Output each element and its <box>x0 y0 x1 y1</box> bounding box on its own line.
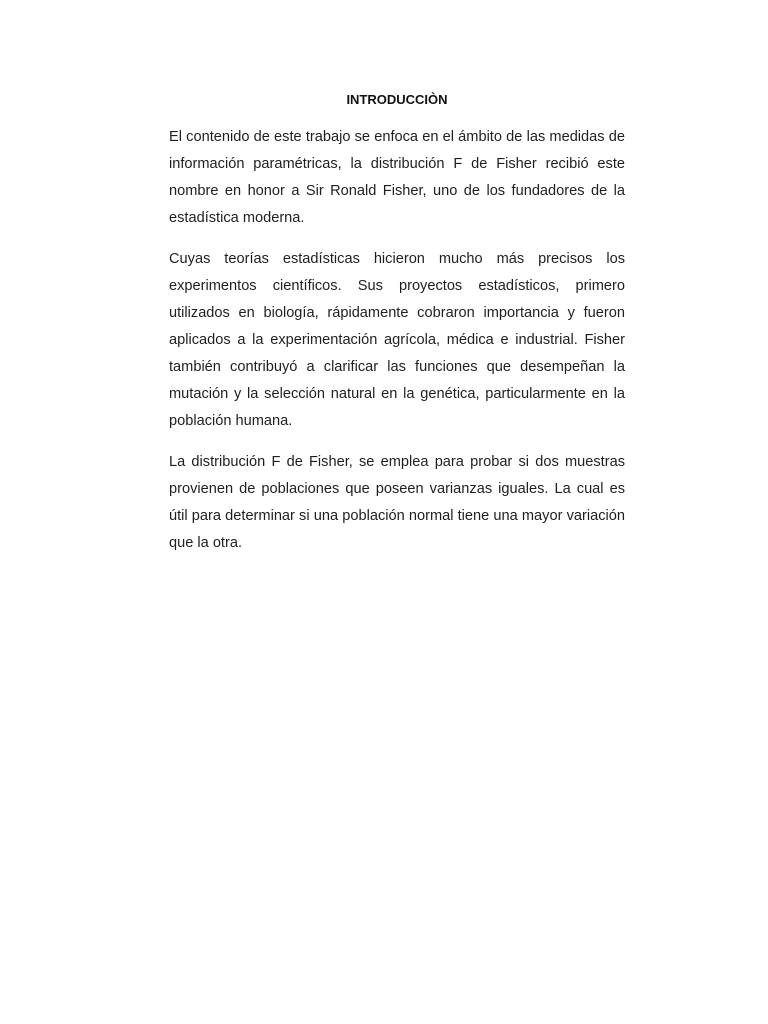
document-title: INTRODUCCIÒN <box>346 92 448 107</box>
paragraph-f-distribution: La distribución F de Fisher, se emplea para probar si dos muestras provienen de poblaciones que poseen varianzas iguales. La cual es útil para determinar si una población normal tiene una mayor variación que la otra. <box>169 454 625 551</box>
paragraph-intro: El contenido de este trabajo se enfoca en el ámbito de las medidas de información paramétricas, la distribución F de Fisher recibió este nombre en honor a Sir Ronald Fisher, uno de los fundadores de la estadística moderna. <box>169 129 625 226</box>
document-page <box>169 88 625 571</box>
paragraph-fisher-theories: Cuyas teorías estadísticas hicieron mucho más precisos los experimentos científicos. Sus proyectos estadísticos, primero utilizados en biología, rápidamente cobraron importancia y fueron aplicados a la experimentación agrícola, médica e industrial. Fisher también contribuyó a clarificar las funciones que desempeñan la mutación y la selección natural en la genética, particularmente en la población humana. <box>169 251 625 429</box>
